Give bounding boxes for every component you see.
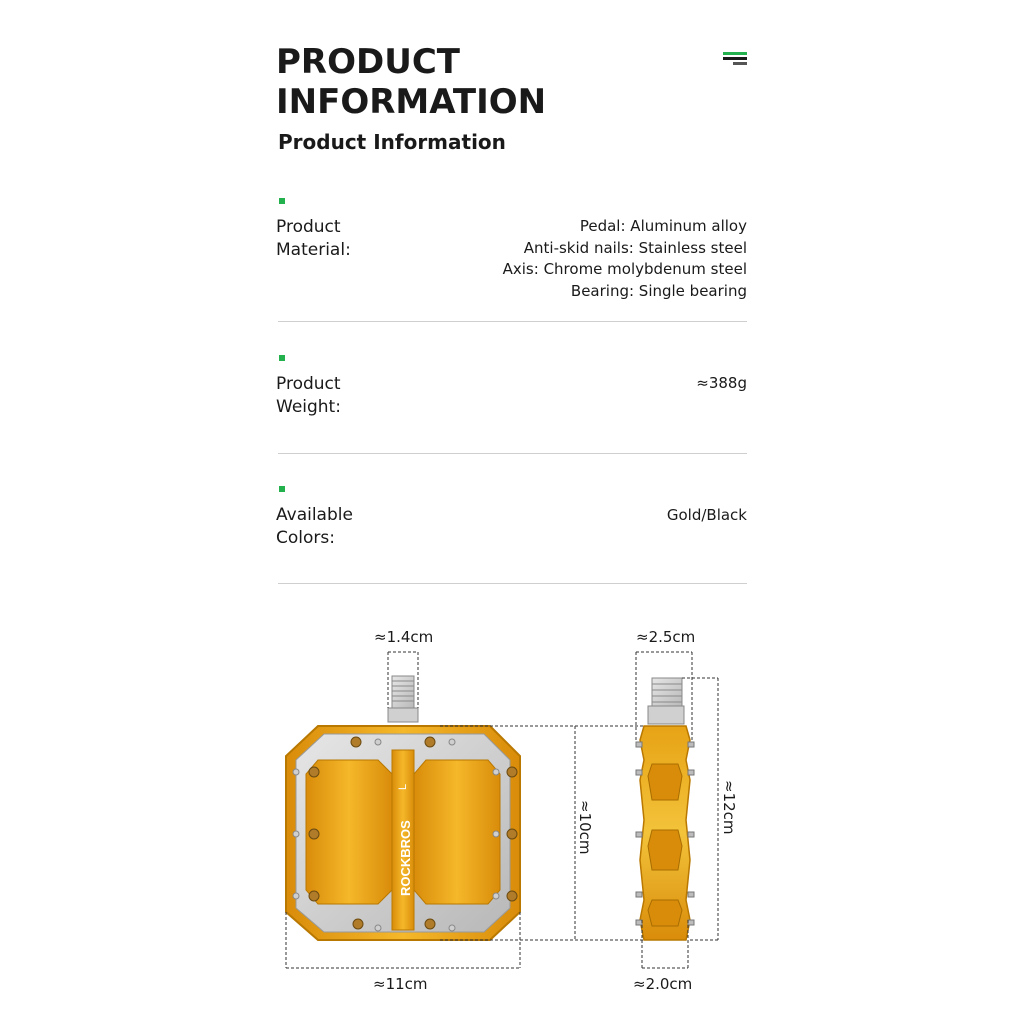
material-value: Pedal: Aluminum alloy	[579, 217, 747, 235]
title-line-2: INFORMATION	[276, 82, 547, 122]
side-top-width-label: ≈2.5cm	[636, 628, 696, 646]
front-width-label: ≈11cm	[373, 975, 428, 993]
pedal-side-view	[636, 678, 694, 940]
side-bottom-width-label: ≈2.0cm	[633, 975, 693, 993]
colors-value	[667, 505, 747, 527]
page-title	[276, 42, 546, 122]
colors-value-text: Gold/Black	[666, 506, 747, 524]
material-label-line-1: Product	[276, 217, 341, 237]
pedal-front-view	[286, 676, 520, 940]
front-axle-width-label: ≈1.4cm	[374, 628, 434, 646]
weight-label	[276, 373, 341, 419]
material-value: Anti-skid nails: Stainless steel	[523, 238, 747, 257]
colors-label-line-1: Available	[276, 505, 353, 525]
section-subtitle: Product Information	[278, 130, 506, 154]
section-marker	[279, 198, 285, 204]
weight-value-text: ≈388g	[696, 374, 747, 392]
colors-label-line-2: Colors:	[276, 528, 335, 548]
weight-label-line-1: Product	[276, 374, 341, 394]
weight-label-line-2: Weight:	[276, 397, 341, 417]
side-height-label: ≈12cm	[720, 780, 738, 835]
weight-value	[696, 373, 747, 395]
side-mark-text: L	[397, 783, 409, 790]
pedal-dimension-drawing	[0, 600, 1024, 1024]
material-values	[503, 216, 747, 302]
divider	[278, 583, 747, 584]
divider	[278, 453, 747, 454]
section-marker	[279, 486, 285, 492]
material-label	[276, 216, 351, 262]
divider	[278, 321, 747, 322]
colors-label	[276, 504, 353, 550]
section-marker	[279, 355, 285, 361]
material-value: Axis: Chrome molybdenum steel	[502, 260, 747, 278]
flag-icon	[723, 52, 747, 66]
material-label-line-2: Material:	[276, 240, 351, 260]
brand-logo-text: ROCKBROS	[398, 820, 413, 896]
material-value: Bearing: Single bearing	[570, 281, 747, 300]
front-height-label: ≈10cm	[576, 800, 594, 855]
title-line-1: PRODUCT	[276, 42, 460, 82]
